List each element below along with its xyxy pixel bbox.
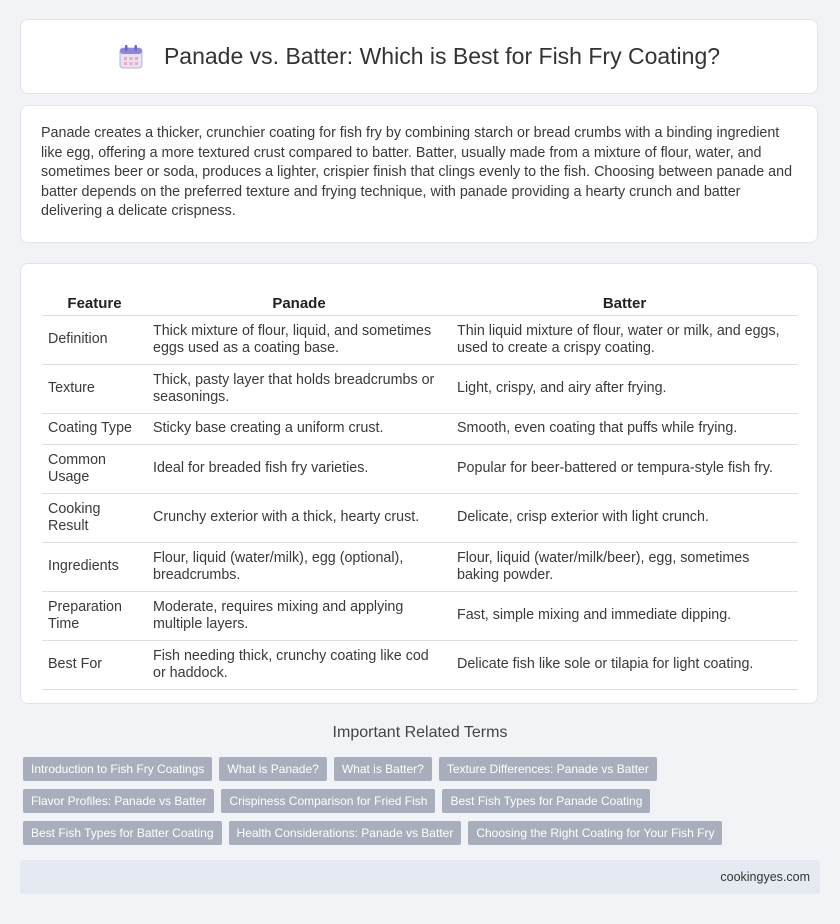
related-tag[interactable]: Crispiness Comparison for Fried Fish xyxy=(221,789,435,813)
panade-cell: Ideal for breaded fish fry varieties. xyxy=(147,445,451,494)
feature-cell: Texture xyxy=(42,365,147,414)
batter-cell: Fast, simple mixing and immediate dipping. xyxy=(451,592,798,641)
related-tag[interactable]: Choosing the Right Coating for Your Fish Fry xyxy=(468,821,722,845)
feature-cell: Ingredients xyxy=(42,543,147,592)
batter-cell: Delicate fish like sole or tilapia for light coating. xyxy=(451,641,798,690)
tag-row xyxy=(23,821,823,845)
related-tag[interactable]: What is Batter? xyxy=(334,757,432,781)
feature-cell: Common Usage xyxy=(42,445,147,494)
footer xyxy=(20,860,820,894)
column-header: Batter xyxy=(451,284,798,316)
panade-cell: Sticky base creating a uniform crust. xyxy=(147,414,451,445)
table-row xyxy=(42,494,798,543)
table-row xyxy=(42,445,798,494)
feature-cell: Definition xyxy=(42,316,147,365)
panade-cell: Moderate, requires mixing and applying multiple layers. xyxy=(147,592,451,641)
feature-cell: Preparation Time xyxy=(42,592,147,641)
tag-row xyxy=(23,757,823,781)
feature-cell: Coating Type xyxy=(42,414,147,445)
tag-row xyxy=(23,789,823,813)
related-tag[interactable]: Best Fish Types for Batter Coating xyxy=(23,821,222,845)
feature-cell: Cooking Result xyxy=(42,494,147,543)
related-terms-heading: Important Related Terms xyxy=(332,724,508,741)
related-tag[interactable]: Texture Differences: Panade vs Batter xyxy=(439,757,657,781)
table-header-row xyxy=(42,284,798,316)
batter-cell: Popular for beer-battered or tempura-style fish fry. xyxy=(451,445,798,494)
batter-cell: Thin liquid mixture of flour, water or milk, and eggs, used to create a crispy coating. xyxy=(451,316,798,365)
page-title xyxy=(118,43,720,70)
table-row xyxy=(42,414,798,445)
footer-site-link[interactable]: cookingyes.com xyxy=(720,870,810,884)
page-title-text: Panade vs. Batter: Which is Best for Fish Fry Coating? xyxy=(163,43,721,69)
feature-cell: Best For xyxy=(42,641,147,690)
comparison-table xyxy=(42,284,798,690)
table-row xyxy=(42,543,798,592)
related-tag[interactable]: What is Panade? xyxy=(219,757,326,781)
panade-cell: Thick, pasty layer that holds breadcrumbs or seasonings. xyxy=(147,365,451,414)
related-tag[interactable]: Flavor Profiles: Panade vs Batter xyxy=(23,789,214,813)
panade-cell: Flour, liquid (water/milk), egg (optional), breadcrumbs. xyxy=(147,543,451,592)
table-row xyxy=(42,365,798,414)
batter-cell: Smooth, even coating that puffs while frying. xyxy=(451,414,798,445)
panade-cell: Thick mixture of flour, liquid, and sometimes eggs used as a coating base. xyxy=(147,316,451,365)
title-card xyxy=(20,19,818,94)
calendar-icon xyxy=(118,44,144,70)
related-tag[interactable]: Introduction to Fish Fry Coatings xyxy=(23,757,212,781)
table-row xyxy=(42,592,798,641)
column-header: Feature xyxy=(42,284,147,316)
column-header: Panade xyxy=(147,284,451,316)
related-tag[interactable]: Health Considerations: Panade vs Batter xyxy=(229,821,462,845)
intro-card xyxy=(20,105,818,243)
related-tag[interactable]: Best Fish Types for Panade Coating xyxy=(442,789,650,813)
batter-cell: Delicate, crisp exterior with light crunch. xyxy=(451,494,798,543)
related-tags xyxy=(23,757,823,853)
panade-cell: Fish needing thick, crunchy coating like cod or haddock. xyxy=(147,641,451,690)
table-row xyxy=(42,641,798,690)
batter-cell: Flour, liquid (water/milk/beer), egg, sometimes baking powder. xyxy=(451,543,798,592)
table-row xyxy=(42,316,798,365)
batter-cell: Light, crispy, and airy after frying. xyxy=(451,365,798,414)
intro-paragraph: Panade creates a thicker, crunchier coating for fish fry by combining starch or bread crumbs with a binding ingredient like egg, offering a more textured crust compared to batter. Batter, usually made from a mixture of flour, water, and sometimes beer or soda, produces a lighter, crispier finish that clings evenly to the fish. Choosing between panade and batter depends on the preferred texture and frying technique, with panade providing a hearty crunch and batter delivering a delicate crispness. xyxy=(41,125,793,220)
panade-cell: Crunchy exterior with a thick, hearty crust. xyxy=(147,494,451,543)
comparison-card xyxy=(20,263,818,704)
